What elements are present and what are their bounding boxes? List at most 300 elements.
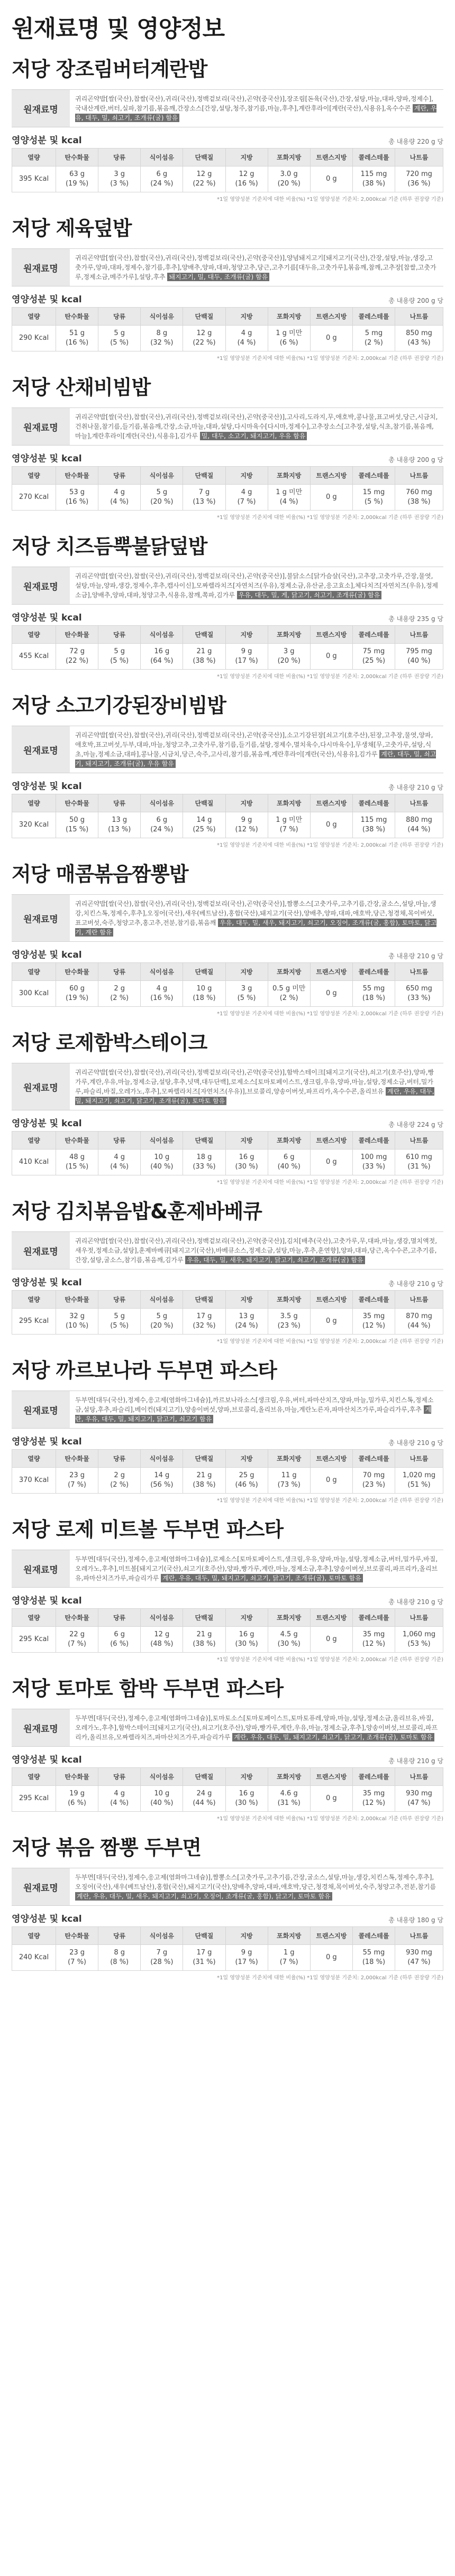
nutrition-title: 영양성분 및 kcal <box>12 950 82 960</box>
nutrition-value-cell: 72 g (22 %) <box>56 644 98 670</box>
nutrition-value-cell: 3 g (3 %) <box>98 166 141 192</box>
nutrition-header-cell: 열량 <box>12 149 56 166</box>
nutrition-header-cell: 당류 <box>98 626 141 644</box>
nutrition-header-cell: 나트륨 <box>395 1768 443 1786</box>
ingredients-text <box>70 1232 443 1270</box>
nutrition-value-cell: 4.5 g (30 %) <box>268 1627 310 1653</box>
nutrition-value-cell: 12 g (16 %) <box>225 166 268 192</box>
ingredients-text <box>70 1868 443 1906</box>
nutrition-value-cell: 850 mg (43 %) <box>395 326 443 351</box>
nutrition-header-cell: 식이섬유 <box>141 1450 183 1468</box>
allergen-badge: 우유, 대두, 밀, 새우, 돼지고기, 쇠고기, 오징어, 조개류(굴, 홍합), 토마토, 닭고기, 계란 함유 <box>75 919 437 936</box>
nutrition-header-cell: 나트륨 <box>395 794 443 812</box>
nutrition-header-cell: 나트륨 <box>395 626 443 644</box>
nutrition-header-cell: 지방 <box>225 1927 268 1945</box>
nutrition-header-row <box>12 1450 443 1468</box>
nutrition-value-cell: 17 g (31 %) <box>183 1945 225 1971</box>
nutrition-value-cell: 115 mg (38 %) <box>352 166 395 192</box>
total-content: 총 내용량 210 g 당 <box>388 1280 443 1287</box>
nutrition-header-cell: 콜레스테롤 <box>352 1609 395 1627</box>
allergen-badge: 계란, 우유, 대두, 밀, 돼지고기, 쇠고기, 닭고기, 조개류(굴), 토마토 함유 <box>161 1574 363 1582</box>
nutrition-value-cell: 320 Kcal <box>12 812 56 838</box>
ingredients-label: 원재료명 <box>12 1232 70 1270</box>
nutrition-header-cell: 당류 <box>98 149 141 166</box>
menu-section <box>12 530 443 680</box>
nutrition-value-cell: 35 mg (12 %) <box>352 1627 395 1653</box>
nutrition-value-cell: 12 g (48 %) <box>141 1627 183 1653</box>
total-content: 총 내용량 220 g 당 <box>388 138 443 145</box>
ingredients-list: 귀리곤약밥[쌀(국산),찹쌀(국산),귀리(국산),정백겉보리(국산),곤약(중국산)],장조림[돈육(국산),간장,설탕,마늘,대파,양파,정제수],국내산계란,버터,실파,참기름,볶음깨,간장소스[간장,설탕,청주,참기름,마늘,후추],계란후라이[계란(국산),식용유],옥수수콘 <box>75 95 434 112</box>
nutrition-header-cell: 탄수화물 <box>56 467 98 485</box>
nutrition-header <box>12 1752 443 1765</box>
nutrition-value-cell: 2 g (2 %) <box>98 1468 141 1494</box>
nutrition-header-cell: 콜레스테롤 <box>352 1450 395 1468</box>
menu-section <box>12 371 443 521</box>
allergen-badge: 계란, 우유, 대두, 밀, 돼지고기, 닭고기, 쇠고기 함유 <box>75 1406 432 1423</box>
nutrition-header-cell: 나트륨 <box>395 1927 443 1945</box>
total-content: 총 내용량 180 g 당 <box>388 1916 443 1924</box>
nutrition-value-cell: 3.5 g (23 %) <box>268 1309 310 1335</box>
menu-name: 저당 치즈듬뿍불닭덮밥 <box>12 535 207 558</box>
nutrition-header <box>12 610 443 623</box>
nutrition-header-row <box>12 1768 443 1786</box>
nutrition-note: *1일 영양성분 기준치에 대한 비율(%) *1일 영양성분 기준치: 2,000kcal 기준 (하루 권장량 기준) <box>217 674 443 680</box>
nutrition-title: 영양성분 및 kcal <box>12 453 82 464</box>
ingredients-table <box>12 1550 443 1588</box>
nutrition-value-cell: 55 mg (18 %) <box>352 981 395 1007</box>
nutrition-header-cell: 식이섬유 <box>141 1927 183 1945</box>
nutrition-header-cell: 단백질 <box>183 1291 225 1309</box>
menu-section <box>12 1513 443 1663</box>
nutrition-value-cell: 16 g (30 %) <box>225 1627 268 1653</box>
nutrition-value-cell: 0 g <box>310 644 352 670</box>
ingredients-label: 원재료명 <box>12 90 70 127</box>
nutrition-value-cell: 23 g (7 %) <box>56 1468 98 1494</box>
menu-section <box>12 1354 443 1504</box>
nutrition-value-cell: 5 g (5 %) <box>98 1309 141 1335</box>
ingredients-label: 원재료명 <box>12 1868 70 1906</box>
nutrition-value-row <box>12 981 443 1007</box>
nutrition-value-row <box>12 166 443 192</box>
nutrition-title: 영양성분 및 kcal <box>12 1755 82 1765</box>
nutrition-header-cell: 나트륨 <box>395 1450 443 1468</box>
ingredients-text <box>70 249 443 286</box>
nutrition-value-cell: 21 g (38 %) <box>183 644 225 670</box>
nutrition-title: 영양성분 및 kcal <box>12 1277 82 1288</box>
nutrition-title: 영양성분 및 kcal <box>12 294 82 305</box>
menu-name: 저당 볶음 짬뽕 두부면 <box>12 1836 202 1859</box>
nutrition-value-cell: 35 mg (12 %) <box>352 1786 395 1812</box>
total-content: 총 내용량 224 g 당 <box>388 1121 443 1128</box>
nutrition-value-cell: 53 g (16 %) <box>56 485 98 511</box>
nutrition-value-cell: 240 Kcal <box>12 1945 56 1971</box>
nutrition-note: *1일 영양성분 기준치에 대한 비율(%) *1일 영양성분 기준치: 2,000kcal 기준 (하루 권장량 기준) <box>217 842 443 848</box>
menu-name: 저당 소고기강된장비빔밥 <box>12 694 226 717</box>
allergen-badge: 우유, 대두, 밀, 새우, 돼지고기, 닭고기, 쇠고기, 조개류(굴) 함유 <box>185 1256 365 1264</box>
nutrition-note: *1일 영양성분 기준치에 대한 비율(%) *1일 영양성분 기준치: 2,000kcal 기준 (하루 권장량 기준) <box>217 1011 443 1017</box>
nutrition-header-cell: 식이섬유 <box>141 467 183 485</box>
nutrition-value-cell: 16 g (64 %) <box>141 644 183 670</box>
ingredients-list: 귀리곤약밥[쌀(국산),찹쌀(국산),귀리(국산),정백겉보리(국산),곤약(중국산)],소고기강된장[쇠고기(호주산),된장,고추장,물엿,양파,애호박,표고버섯,두부,대파,마늘,청양고추,고춧가루,참기름,들기름,설탕,정제수,멸치육수,다시마육수],무생채[무,고춧가루,설탕,식초,마늘,정제소금,대파],콩나물,시금치,당근,숙주,고사리,참기름,볶음깨,계란후라이[계란(국산),식용유],김가루 <box>75 731 433 758</box>
total-content: 총 내용량 210 g 당 <box>388 1598 443 1606</box>
nutrition-value-cell: 17 g (32 %) <box>183 1309 225 1335</box>
nutrition-value-cell: 290 Kcal <box>12 326 56 351</box>
nutrition-header <box>12 1275 443 1288</box>
ingredients-table <box>12 1391 443 1429</box>
nutrition-value-cell: 35 mg (12 %) <box>352 1309 395 1335</box>
nutrition-value-cell: 4 g (4 %) <box>98 1786 141 1812</box>
nutrition-header-cell: 나트륨 <box>395 149 443 166</box>
nutrition-value-cell: 12 g (22 %) <box>183 326 225 351</box>
ingredients-table <box>12 1709 443 1747</box>
nutrition-header-cell: 탄수화물 <box>56 963 98 981</box>
allergen-badge: 계란, 우유, 대두, 밀, 쇠고기, 조개류(굴) 함유 <box>75 105 437 122</box>
nutrition-header <box>12 1434 443 1447</box>
nutrition-header-cell: 열량 <box>12 963 56 981</box>
nutrition-value-cell: 10 g (40 %) <box>141 1786 183 1812</box>
menu-section <box>12 689 443 848</box>
ingredients-text <box>70 726 443 773</box>
nutrition-header-cell: 포화지방 <box>268 1450 310 1468</box>
allergen-badge: 계란, 우유, 대두, 밀, 새우, 돼지고기, 쇠고기, 오징어, 조개류(굴, 홍합), 닭고기, 토마토 함유 <box>75 1892 332 1901</box>
menu-section <box>12 53 443 202</box>
nutrition-value-cell: 300 Kcal <box>12 981 56 1007</box>
nutrition-header-cell: 트랜스지방 <box>310 1132 352 1150</box>
nutrition-header-cell: 열량 <box>12 794 56 812</box>
ingredients-text <box>70 1063 443 1110</box>
nutrition-value-cell: 6 g (6 %) <box>98 1627 141 1653</box>
nutrition-header-cell: 포화지방 <box>268 149 310 166</box>
menu-section <box>12 212 443 362</box>
nutrition-value-cell: 48 g (15 %) <box>56 1150 98 1175</box>
nutrition-header-cell: 콜레스테롤 <box>352 1291 395 1309</box>
nutrition-value-cell: 10 g (18 %) <box>183 981 225 1007</box>
menu-section <box>12 1831 443 1981</box>
nutrition-header-cell: 식이섬유 <box>141 149 183 166</box>
menu-name: 저당 까르보나라 두부면 파스타 <box>12 1359 277 1382</box>
nutrition-header-cell: 열량 <box>12 1132 56 1150</box>
nutrition-title: 영양성분 및 kcal <box>12 1596 82 1606</box>
allergen-badge: 밀, 대두, 소고기, 돼지고기, 우유 함유 <box>200 432 307 440</box>
nutrition-value-cell: 63 g (19 %) <box>56 166 98 192</box>
nutrition-table <box>12 1131 443 1175</box>
nutrition-header-cell: 콜레스테롤 <box>352 1927 395 1945</box>
nutrition-header-cell: 단백질 <box>183 1609 225 1627</box>
nutrition-value-cell: 70 mg (23 %) <box>352 1468 395 1494</box>
nutrition-header-cell: 탄수화물 <box>56 626 98 644</box>
nutrition-value-cell: 8 g (8 %) <box>98 1945 141 1971</box>
nutrition-value-cell: 9 g (12 %) <box>225 812 268 838</box>
nutrition-value-cell: 51 g (16 %) <box>56 326 98 351</box>
nutrition-value-row <box>12 644 443 670</box>
nutrition-header-cell: 당류 <box>98 1609 141 1627</box>
ingredients-table <box>12 1063 443 1110</box>
nutrition-table <box>12 1926 443 1971</box>
nutrition-value-cell: 930 mg (47 %) <box>395 1945 443 1971</box>
nutrition-value-row <box>12 1150 443 1175</box>
nutrition-value-cell: 14 g (56 %) <box>141 1468 183 1494</box>
nutrition-value-cell: 760 mg (38 %) <box>395 485 443 511</box>
nutrition-value-cell: 410 Kcal <box>12 1150 56 1175</box>
nutrition-value-row <box>12 1786 443 1812</box>
allergen-badge: 계란, 대두, 밀, 쇠고기, 돼지고기, 조개류(굴), 우유 함유 <box>75 750 436 767</box>
nutrition-value-cell: 25 g (46 %) <box>225 1468 268 1494</box>
ingredients-list: 두부면[대두(국산),정제수,응고제(염화마그네슘)],토마토소스[토마토페이스트,토마토퓨레,양파,마늘,설탕,정제소금,올리브유,바질,오레가노,후추],함박스테이크[돼지고기(국산),쇠고기(호주산),양파,빵가루,계란,우유,마늘,정제소금,후추],양송이버섯,브로콜리,파프리카,올리브유,모짜렐라치즈,파마산치즈가루,파슬리가루 <box>75 1715 438 1741</box>
nutrition-header-cell: 지방 <box>225 794 268 812</box>
nutrition-header-cell: 지방 <box>225 1609 268 1627</box>
nutrition-value-cell: 295 Kcal <box>12 1627 56 1653</box>
nutrition-header-cell: 콜레스테롤 <box>352 149 395 166</box>
nutrition-header-cell: 지방 <box>225 467 268 485</box>
nutrition-value-cell: 270 Kcal <box>12 485 56 511</box>
ingredients-text <box>70 1550 443 1588</box>
nutrition-header-cell: 나트륨 <box>395 1132 443 1150</box>
nutrition-value-cell: 12 g (22 %) <box>183 166 225 192</box>
nutrition-header-cell: 단백질 <box>183 1450 225 1468</box>
ingredients-list: 귀리곤약밥[쌀(국산),찹쌀(국산),귀리(국산),정백겉보리(국산),곤약(중국산)],불닭소스[닭가슴살(국산),고추장,고춧가루,간장,물엿,설탕,마늘,양파,생강,정제수,후추,캡사이신],모짜렐라치즈[자연치즈(우유),정제소금,유산균,응고효소],체다치즈[자연치즈(우유),정제소금],양배추,양파,대파,청양고추,식용유,참깨,쪽파,김가루 <box>75 572 439 599</box>
ingredients-label: 원재료명 <box>12 1550 70 1588</box>
nutrition-value-cell: 0 g <box>310 326 352 351</box>
nutrition-header-cell: 식이섬유 <box>141 1132 183 1150</box>
ingredients-list: 귀리곤약밥[쌀(국산),찹쌀(국산),귀리(국산),정백겉보리(국산),곤약(중국산)],고사리,도라지,무,애호박,콩나물,표고버섯,당근,시금치,건취나물,참기름,들기름,볶음깨,간장,소금,마늘,대파,설탕,다시마육수[다시마,정제수],고추장소스[고추장,설탕,식초,참기름,볶음깨,마늘],계란후라이[계란(국산),식용유],김가루 <box>75 413 438 440</box>
nutrition-header-cell: 당류 <box>98 1132 141 1150</box>
ingredients-label: 원재료명 <box>12 726 70 773</box>
ingredients-text <box>70 408 443 446</box>
nutrition-value-row <box>12 812 443 838</box>
nutrition-header-cell: 단백질 <box>183 963 225 981</box>
nutrition-value-cell: 21 g (38 %) <box>183 1468 225 1494</box>
nutrition-header-cell: 포화지방 <box>268 1291 310 1309</box>
nutrition-table <box>12 625 443 670</box>
nutrition-value-cell: 1 g 미만 (4 %) <box>268 485 310 511</box>
nutrition-header-cell: 포화지방 <box>268 794 310 812</box>
nutrition-value-cell: 32 g (10 %) <box>56 1309 98 1335</box>
nutrition-header <box>12 133 443 146</box>
nutrition-header-cell: 식이섬유 <box>141 308 183 326</box>
nutrition-value-cell: 455 Kcal <box>12 644 56 670</box>
ingredients-list: 두부면[대두(국산),정제수,응고제(염화마그네슘)],까르보나라소스[생크림,우유,버터,파마산치즈,양파,마늘,밀가루,치킨스톡,정제소금,설탕,후추,파슬리],베이컨(돼지고기),양송이버섯,양파,브로콜리,올리브유,마늘,계란노른자,파마산치즈가루,파슬리가루,후추 <box>75 1396 434 1413</box>
nutrition-value-cell: 295 Kcal <box>12 1309 56 1335</box>
nutrition-value-cell: 24 g (44 %) <box>183 1786 225 1812</box>
nutrition-value-cell: 4 g (7 %) <box>225 485 268 511</box>
nutrition-value-cell: 60 g (19 %) <box>56 981 98 1007</box>
nutrition-header-cell: 식이섬유 <box>141 626 183 644</box>
allergen-badge: 돼지고기, 밀, 대두, 조개류(굴) 함유 <box>167 273 269 281</box>
menu-name: 저당 김치볶음밥&훈제바베큐 <box>12 1200 262 1223</box>
nutrition-header <box>12 947 443 960</box>
nutrition-table <box>12 466 443 511</box>
nutrition-value-cell: 0 g <box>310 812 352 838</box>
menu-section <box>12 858 443 1017</box>
nutrition-header-cell: 나트륨 <box>395 467 443 485</box>
page-title: 원재료명 및 영양정보 <box>12 15 225 42</box>
nutrition-header-cell: 단백질 <box>183 308 225 326</box>
nutrition-header-cell: 탄수화물 <box>56 1291 98 1309</box>
nutrition-value-cell: 5 g (20 %) <box>141 1309 183 1335</box>
nutrition-value-cell: 0 g <box>310 485 352 511</box>
menu-name: 저당 제육덮밥 <box>12 217 132 240</box>
nutrition-header <box>12 1116 443 1129</box>
nutrition-header-cell: 당류 <box>98 1927 141 1945</box>
nutrition-header-cell: 포화지방 <box>268 626 310 644</box>
total-content: 총 내용량 210 g 당 <box>388 1757 443 1765</box>
nutrition-header-cell: 당류 <box>98 1291 141 1309</box>
ingredients-table <box>12 567 443 605</box>
total-content: 총 내용량 210 g 당 <box>388 784 443 791</box>
nutrition-header-cell: 지방 <box>225 1291 268 1309</box>
nutrition-value-row <box>12 485 443 511</box>
nutrition-value-cell: 22 g (7 %) <box>56 1627 98 1653</box>
nutrition-value-cell: 0.5 g 미만 (2 %) <box>268 981 310 1007</box>
nutrition-value-cell: 1 g 미만 (6 %) <box>268 326 310 351</box>
nutrition-header-cell: 열량 <box>12 467 56 485</box>
ingredients-list: 귀리곤약밥[쌀(국산),찹쌀(국산),귀리(국산),정백겉보리(국산),곤약(중국산)],함박스테이크[돼지고기(국산),쇠고기(호주산),양파,빵가루,계란,우유,마늘,정제소금,설탕,후추,넛맥,대두단백],로제소스[토마토페이스트,생크림,우유,양파,마늘,설탕,정제소금,버터,밀가루,파슬리,바질,오레가노,후추],모짜렐라치즈[자연치즈(우유)],브로콜리,양송이버섯,파프리카,옥수수콘,올리브유 <box>75 1069 434 1095</box>
nutrition-value-cell: 7 g (13 %) <box>183 485 225 511</box>
nutrition-value-cell: 16 g (30 %) <box>225 1786 268 1812</box>
nutrition-header-cell: 포화지방 <box>268 1768 310 1786</box>
nutrition-value-cell: 3.0 g (20 %) <box>268 166 310 192</box>
nutrition-header-row <box>12 963 443 981</box>
nutrition-value-row <box>12 326 443 351</box>
nutrition-header <box>12 451 443 464</box>
ingredients-list: 귀리곤약밥[쌀(국산),찹쌀(국산),귀리(국산),정백겉보리(국산),곤약(중국산)],김치[배추(국산),고춧가루,무,대파,마늘,생강,멸치액젓,새우젓,정제소금,설탕],훈제바베큐[돼지고기(국산),바베큐소스,정제소금,설탕,마늘,후추,훈연향],양파,대파,당근,옥수수콘,고추기름,간장,설탕,굴소스,참기름,볶음깨,김가루 <box>75 1237 438 1264</box>
nutrition-header-cell: 콜레스테롤 <box>352 963 395 981</box>
nutrition-header-row <box>12 149 443 166</box>
menu-name: 저당 로제함박스테이크 <box>12 1031 207 1054</box>
nutrition-value-cell: 19 g (6 %) <box>56 1786 98 1812</box>
nutrition-value-cell: 0 g <box>310 1627 352 1653</box>
nutrition-table <box>12 307 443 351</box>
nutrition-header-row <box>12 794 443 812</box>
nutrition-value-cell: 720 mg (36 %) <box>395 166 443 192</box>
nutrition-table <box>12 1290 443 1335</box>
nutrition-header-row <box>12 1291 443 1309</box>
nutrition-value-cell: 2 g (2 %) <box>98 981 141 1007</box>
nutrition-header-cell: 식이섬유 <box>141 963 183 981</box>
nutrition-header-cell: 식이섬유 <box>141 1291 183 1309</box>
nutrition-value-cell: 115 mg (38 %) <box>352 812 395 838</box>
nutrition-title: 영양성분 및 kcal <box>12 1914 82 1924</box>
nutrition-header-cell: 당류 <box>98 467 141 485</box>
ingredients-table <box>12 1231 443 1270</box>
nutrition-value-cell: 930 mg (47 %) <box>395 1786 443 1812</box>
ingredients-label: 원재료명 <box>12 1391 70 1429</box>
menu-name: 저당 산채비빔밥 <box>12 376 151 399</box>
nutrition-header-cell: 트랜스지방 <box>310 626 352 644</box>
menu-name: 저당 매콤볶음짬뽕밥 <box>12 863 188 886</box>
nutrition-header-cell: 탄수화물 <box>56 1927 98 1945</box>
nutrition-header-cell: 트랜스지방 <box>310 308 352 326</box>
nutrition-header-cell: 당류 <box>98 1450 141 1468</box>
nutrition-header-row <box>12 626 443 644</box>
total-content: 총 내용량 200 g 당 <box>388 456 443 464</box>
nutrition-header-cell: 탄수화물 <box>56 1768 98 1786</box>
nutrition-note: *1일 영양성분 기준치에 대한 비율(%) *1일 영양성분 기준치: 2,000kcal 기준 (하루 권장량 기준) <box>217 1498 443 1504</box>
nutrition-header-cell: 지방 <box>225 1132 268 1150</box>
nutrition-value-cell: 7 g (28 %) <box>141 1945 183 1971</box>
ingredients-table <box>12 89 443 127</box>
nutrition-value-cell: 18 g (33 %) <box>183 1150 225 1175</box>
nutrition-header-cell: 식이섬유 <box>141 1768 183 1786</box>
nutrition-header-cell: 지방 <box>225 1768 268 1786</box>
nutrition-value-cell: 0 g <box>310 1150 352 1175</box>
nutrition-header-cell: 트랜스지방 <box>310 1768 352 1786</box>
menu-section <box>12 1672 443 1822</box>
ingredients-table <box>12 407 443 446</box>
nutrition-value-cell: 1 g (7 %) <box>268 1945 310 1971</box>
nutrition-header <box>12 1911 443 1924</box>
nutrition-value-cell: 75 mg (25 %) <box>352 644 395 670</box>
menu-name: 저당 로제 미트볼 두부면 파스타 <box>12 1518 284 1541</box>
nutrition-value-cell: 100 mg (33 %) <box>352 1150 395 1175</box>
nutrition-value-row <box>12 1627 443 1653</box>
nutrition-value-cell: 8 g (32 %) <box>141 326 183 351</box>
nutrition-header-cell: 트랜스지방 <box>310 963 352 981</box>
nutrition-note: *1일 영양성분 기준치에 대한 비율(%) *1일 영양성분 기준치: 2,000kcal 기준 (하루 권장량 기준) <box>217 1339 443 1345</box>
nutrition-header-cell: 나트륨 <box>395 1291 443 1309</box>
nutrition-value-cell: 3 g (20 %) <box>268 644 310 670</box>
nutrition-note: *1일 영양성분 기준치에 대한 비율(%) *1일 영양성분 기준치: 2,000kcal 기준 (하루 권장량 기준) <box>217 197 443 202</box>
nutrition-value-row <box>12 1468 443 1494</box>
menu-list <box>12 53 443 1981</box>
nutrition-value-cell: 5 mg (2 %) <box>352 326 395 351</box>
nutrition-value-cell: 870 mg (44 %) <box>395 1309 443 1335</box>
nutrition-note: *1일 영양성분 기준치에 대한 비율(%) *1일 영양성분 기준치: 2,000kcal 기준 (하루 권장량 기준) <box>217 1975 443 1981</box>
nutrition-header-cell: 포화지방 <box>268 963 310 981</box>
nutrition-header-cell: 열량 <box>12 1609 56 1627</box>
nutrition-header-cell: 탄수화물 <box>56 1132 98 1150</box>
allergen-badge: 계란, 우유, 대두, 밀, 돼지고기, 쇠고기, 닭고기, 조개류(굴), 토마토 함유 <box>232 1733 434 1741</box>
nutrition-header-cell: 단백질 <box>183 794 225 812</box>
menu-name: 저당 토마토 함박 두부면 파스타 <box>12 1677 284 1700</box>
nutrition-header-cell: 콜레스테롤 <box>352 626 395 644</box>
nutrition-value-cell: 0 g <box>310 166 352 192</box>
ingredients-list: 귀리곤약밥[쌀(국산),찹쌀(국산),귀리(국산),정백겉보리(국산),곤약(중국산)],양념돼지고기[돼지고기(국산),간장,설탕,마늘,생강,고춧가루,양파,대파,정제수,참기름,후추],양배추,양파,대파,청양고추,당근,고추기름[대두유,고춧가루],볶음깨,참깨,고추장[찹쌀,고춧가루,정제소금,메주가루],설탕,후추 <box>75 254 436 281</box>
nutrition-header-cell: 단백질 <box>183 149 225 166</box>
nutrition-value-cell: 0 g <box>310 1309 352 1335</box>
total-content: 총 내용량 200 g 당 <box>388 297 443 304</box>
nutrition-header-cell: 당류 <box>98 1768 141 1786</box>
nutrition-header-cell: 당류 <box>98 308 141 326</box>
nutrition-note: *1일 영양성분 기준치에 대한 비율(%) *1일 영양성분 기준치: 2,000kcal 기준 (하루 권장량 기준) <box>217 356 443 362</box>
nutrition-header-cell: 탄수화물 <box>56 794 98 812</box>
nutrition-value-cell: 5 g (5 %) <box>98 644 141 670</box>
nutrition-header-cell: 트랜스지방 <box>310 467 352 485</box>
nutrition-header-cell: 탄수화물 <box>56 1609 98 1627</box>
nutrition-header-cell: 나트륨 <box>395 963 443 981</box>
nutrition-header-cell: 단백질 <box>183 467 225 485</box>
nutrition-header-cell: 나트륨 <box>395 308 443 326</box>
nutrition-header-cell: 콜레스테롤 <box>352 1768 395 1786</box>
menu-section <box>12 1026 443 1185</box>
nutrition-header-row <box>12 1132 443 1150</box>
nutrition-value-cell: 5 g (20 %) <box>141 485 183 511</box>
nutrition-value-cell: 795 mg (40 %) <box>395 644 443 670</box>
nutrition-title: 영양성분 및 kcal <box>12 1437 82 1447</box>
allergen-badge: 우유, 대두, 밀, 게, 닭고기, 쇠고기, 조개류(굴) 함유 <box>237 591 382 599</box>
nutrition-header-cell: 트랜스지방 <box>310 149 352 166</box>
nutrition-value-cell: 6 g (24 %) <box>141 812 183 838</box>
nutrition-value-cell: 55 mg (18 %) <box>352 1945 395 1971</box>
nutrition-header-cell: 포화지방 <box>268 1609 310 1627</box>
ingredients-label: 원재료명 <box>12 1709 70 1747</box>
nutrition-header-row <box>12 308 443 326</box>
nutrition-header-cell: 단백질 <box>183 1132 225 1150</box>
nutrition-note: *1일 영양성분 기준치에 대한 비율(%) *1일 영양성분 기준치: 2,000kcal 기준 (하루 권장량 기준) <box>217 515 443 521</box>
nutrition-header-cell: 지방 <box>225 1450 268 1468</box>
ingredients-table <box>12 1868 443 1906</box>
nutrition-header-cell: 열량 <box>12 1291 56 1309</box>
